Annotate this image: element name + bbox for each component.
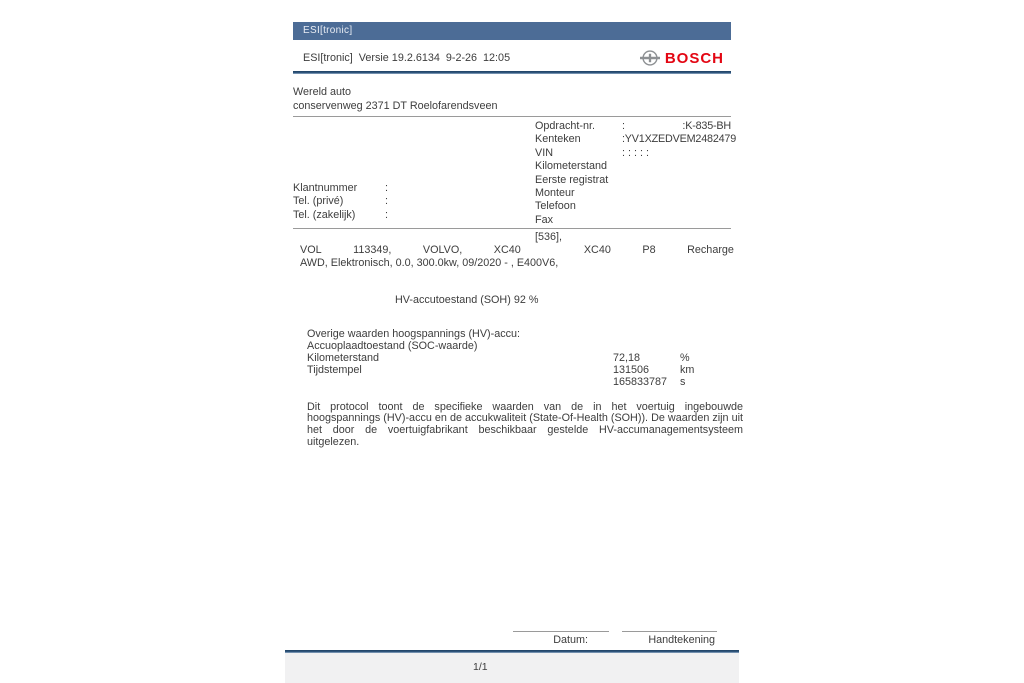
row-label: Accuoplaadtoestand (SOC-waarde)	[307, 339, 478, 352]
vehicle-info	[293, 231, 734, 269]
field-value: :YV1XZEDVEM2482479	[622, 133, 737, 146]
date-signature-field	[513, 631, 609, 646]
header-rule	[293, 71, 731, 74]
disclaimer-line: uitgelezen.	[307, 435, 360, 448]
vehicle-description-line2: AWD, Elektronisch, 0.0, 300.0kw, 09/2020 - , E400V6,	[300, 256, 559, 269]
field-label: Fax	[535, 213, 553, 226]
field-label: Tel. (privé)	[293, 195, 344, 208]
field-row-klantnummer	[293, 182, 493, 195]
vehicle-word: Recharge	[687, 244, 734, 256]
field-row-kilometerstand	[535, 160, 731, 173]
page-footer	[285, 650, 739, 683]
workshop-street: conservenweg 2371 DT Roelofarendsveen	[293, 99, 498, 112]
vehicle-word: 113349,	[353, 244, 392, 256]
vehicle-word: VOLVO,	[422, 244, 463, 256]
row-unit: km	[680, 363, 695, 376]
handwritten-signature-field	[622, 631, 717, 646]
version-row	[293, 45, 731, 71]
field-value	[622, 214, 731, 227]
vehicle-word: XC40	[493, 244, 521, 256]
row-value: 131506	[613, 363, 650, 376]
field-label: Telefoon	[535, 200, 576, 213]
title-bar	[293, 22, 731, 40]
version-text: ESI[tronic] Versie 19.2.6134 9-2-26 12:05	[303, 52, 511, 64]
field-row-eerste-registratie	[535, 174, 731, 187]
field-label: Klantnummer	[293, 181, 358, 194]
field-row-monteur	[535, 187, 731, 200]
order-fields-right	[535, 120, 737, 227]
vehicle-word: VOL	[300, 244, 322, 256]
vehicle-type-code: [536],	[535, 231, 563, 243]
disclaimer-line: Dit protocol toont de specifieke waarden van de in het voertuig ingebouwde	[307, 400, 743, 413]
field-label: Eerste registrat	[535, 173, 609, 186]
row-unit: s	[680, 375, 686, 388]
order-fields	[293, 117, 737, 229]
field-separator: : : : : :	[622, 146, 649, 159]
field-separator: :	[622, 120, 625, 132]
disclaimer-line: het door de voertuigfabrikant beschikbaar gestelde HV-accumanagementsysteem	[307, 423, 743, 436]
field-row-tel-prive	[293, 195, 493, 208]
signature-line	[622, 631, 717, 632]
field-label: Tel. (zakelijk)	[293, 208, 356, 221]
customer-fields-left	[293, 182, 493, 222]
field-row-fax	[535, 214, 731, 227]
vehicle-word: P8	[642, 244, 656, 256]
field-separator: :	[385, 195, 388, 208]
field-value	[622, 187, 731, 200]
workshop-name: Wereld auto	[293, 86, 352, 98]
field-separator: :	[385, 208, 388, 221]
hv-values-title-text: Overige waarden hoogspannings (HV)-accu:	[307, 328, 521, 340]
row-label	[307, 377, 613, 389]
row-value: 72,18	[613, 351, 641, 364]
field-row-kenteken	[535, 133, 737, 146]
signature-area	[293, 631, 731, 651]
footer-band	[285, 653, 739, 683]
field-label: VIN	[535, 146, 553, 159]
hv-values-table	[307, 329, 743, 389]
row-value: 165833787	[613, 375, 668, 388]
row-label: Tijdstempel	[307, 363, 362, 376]
field-separator: :	[385, 181, 388, 194]
field-label: Kenteken	[535, 133, 581, 146]
field-row-opdracht	[535, 120, 731, 133]
row-label: Kilometerstand	[307, 351, 380, 364]
table-row	[307, 377, 743, 389]
soh-result: HV-accutoestand (SOH) 92 %	[395, 294, 539, 306]
field-value	[622, 160, 731, 173]
field-row-vin	[535, 147, 731, 160]
disclaimer-line: hoogspannings (HV)-accu en de accukwaliteit (State-Of-Health (SOH)). De waarden zijn uit	[307, 412, 743, 425]
field-row-telefoon	[535, 200, 731, 213]
table-row	[307, 365, 743, 377]
date-label: Datum:	[553, 634, 588, 646]
bosch-wordmark: BOSCH	[664, 49, 724, 67]
field-value	[649, 147, 731, 160]
field-value	[622, 200, 731, 213]
field-label: Kilometerstand	[535, 160, 608, 173]
workshop-address	[293, 86, 731, 117]
bosch-logo	[640, 48, 731, 68]
date-line	[513, 631, 609, 632]
protocol-disclaimer	[307, 402, 743, 449]
field-label: Monteur	[535, 187, 575, 200]
field-value	[622, 174, 731, 187]
report-content	[293, 0, 743, 448]
field-value: :K-835-BH	[682, 120, 731, 132]
field-row-tel-zakelijk	[293, 209, 493, 222]
vehicle-description-line1	[293, 244, 734, 257]
signature-label: Handtekening	[648, 634, 715, 646]
row-unit: %	[680, 351, 690, 364]
page-number: 1/1	[473, 661, 488, 673]
vehicle-word: XC40	[583, 244, 611, 256]
table-row	[307, 353, 743, 365]
title-bar-label: ESI[tronic]	[303, 25, 353, 36]
field-label: Opdracht-nr.	[535, 120, 596, 132]
bosch-armature-icon	[640, 48, 660, 68]
